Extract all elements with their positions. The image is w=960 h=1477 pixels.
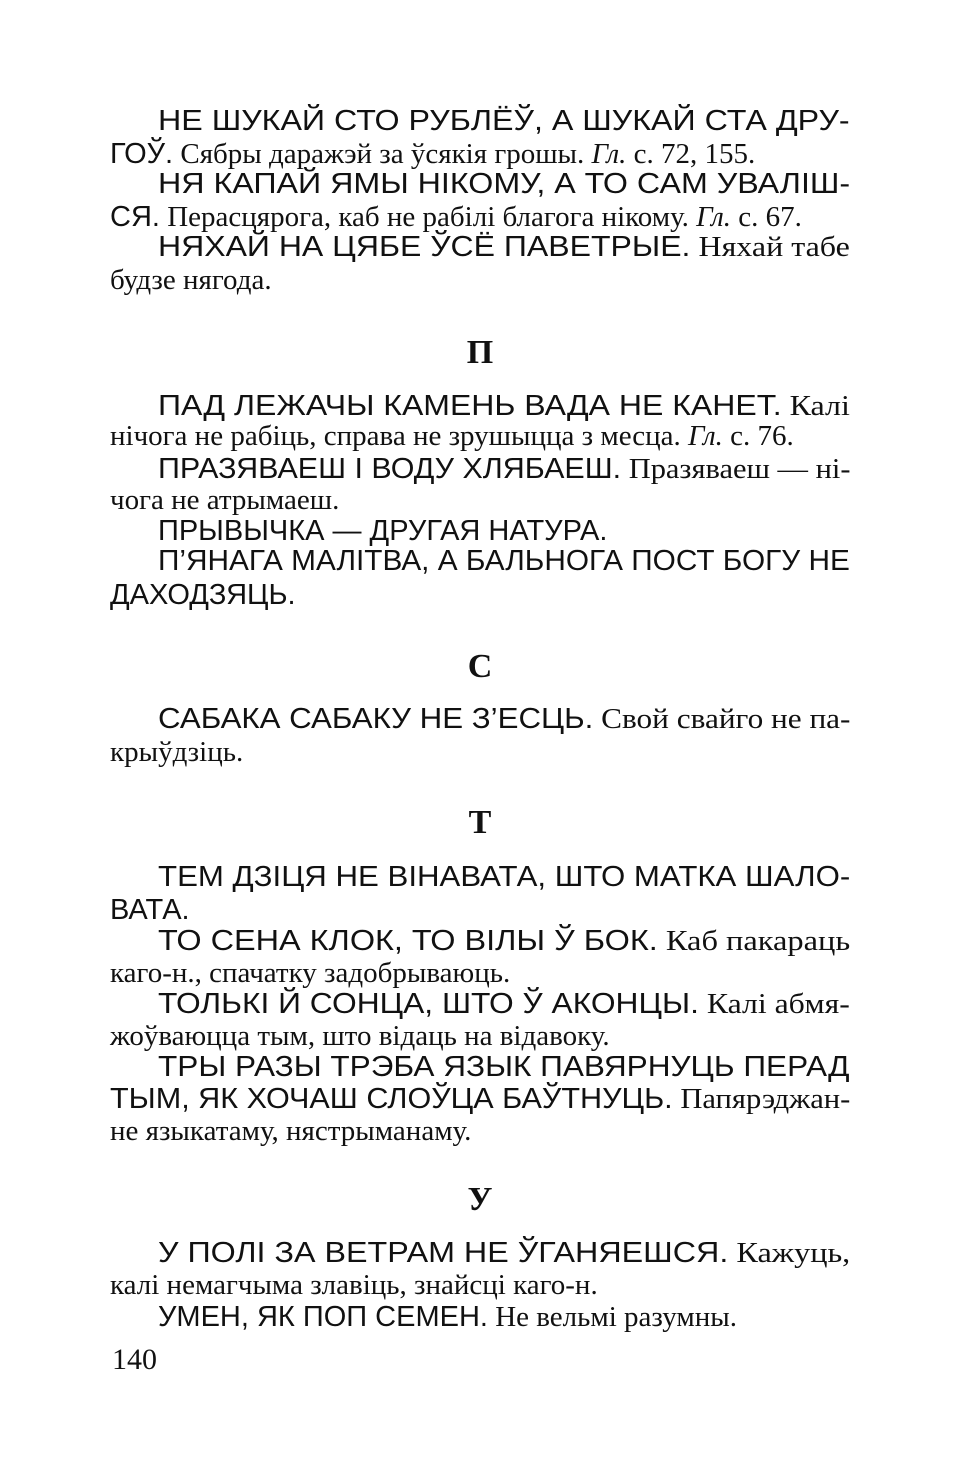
entry-line	[158, 924, 850, 958]
entry-line	[158, 230, 850, 264]
entry-line	[158, 702, 850, 736]
entry-definition: жоўваюцца тым, што відаць на відавоку.	[110, 1020, 610, 1052]
entry-headword: ПРАЗЯВАЕШ І ВОДУ ХЛЯБАЕШ.	[158, 453, 622, 485]
section-letter-heading: У	[467, 1181, 493, 1218]
entry-line	[110, 483, 339, 517]
entry-definition: Не вельмі разумны.	[487, 1301, 737, 1333]
entry-line	[110, 1019, 610, 1053]
entry-headword: НЯ КАПАЙ ЯМЫ НІКОМУ, А ТО САМ УВАЛІШ-	[158, 168, 851, 200]
entry-headword: НЕ ШУКАЙ СТО РУБЛЁЎ, А ШУКАЙ СТА ДРУ-	[158, 105, 850, 137]
entry-line	[110, 1114, 471, 1148]
entry-line	[158, 544, 850, 578]
entry-headword: У ПОЛІ ЗА ВЕТРАМ НЕ ЎГАНЯЕШСЯ.	[158, 1237, 729, 1269]
cross-reference-label: Гл.	[688, 420, 723, 452]
entry-definition: Калі абмя-	[698, 988, 850, 1020]
entry-headword: САБАКА САБАКУ НЕ З’ЕСЦЬ.	[158, 703, 594, 735]
entry-headword: НЯХАЙ НА ЦЯБЕ ЎСЁ ПАВЕТРЫЕ.	[158, 231, 691, 263]
entry-line	[110, 419, 794, 453]
entry-line	[158, 389, 850, 423]
entry-definition: Свой свайго не па-	[593, 703, 851, 735]
entry-line	[110, 1082, 850, 1116]
entry-line	[110, 137, 755, 171]
entry-headword: ТЕМ ДЗІЦЯ НЕ ВІНАВАТА, ШТО МАТКА ШАЛО-	[158, 861, 851, 893]
entry-line	[110, 735, 243, 769]
entry-headword: СЯ.	[110, 201, 160, 233]
entry-line	[158, 1050, 849, 1084]
section-letter-heading: П	[466, 334, 494, 371]
entry-definition: будзе нягода.	[110, 264, 272, 296]
entry-line	[110, 893, 190, 927]
entry-line	[158, 1236, 850, 1270]
entry-definition: каго-н., спачатку задобрываюць.	[110, 957, 511, 989]
entry-definition: Празяваеш — ні-	[621, 453, 851, 485]
entry-definition: не языкатаму, нястрыманаму.	[110, 1115, 472, 1147]
entry-definition: Няхай табе	[690, 231, 850, 263]
entry-headword: ТО СЕНА КЛОК, ТО ВІЛЫ Ў БОК.	[158, 925, 658, 957]
entry-line	[158, 167, 850, 201]
entry-headword: ТЫМ, ЯК ХОЧАШ СЛОЎЦА БАЎТНУЦЬ.	[110, 1083, 673, 1115]
entry-line	[110, 200, 802, 234]
entry-headword: ПРЫВЫЧКА — ДРУГАЯ НАТУРА.	[158, 515, 608, 547]
entry-line	[158, 452, 851, 486]
entry-headword: ТРЫ РАЗЫ ТРЭБА ЯЗЫК ПАВЯРНУЦЬ ПЕРАД	[158, 1051, 850, 1083]
entry-headword: ВАТА.	[110, 894, 190, 926]
cross-reference-pages: с. 67.	[731, 201, 802, 233]
entry-definition: чога не атрымаеш.	[110, 484, 340, 516]
entry-definition: калі немагчыма злавіць, знайсці каго-н.	[110, 1269, 598, 1301]
entry-headword: УМЕН, ЯК ПОП СЕМЕН.	[158, 1301, 488, 1333]
entry-line	[158, 987, 850, 1021]
entry-line	[110, 1268, 598, 1302]
entry-line	[158, 1300, 737, 1334]
entry-definition: Сябры даражэй за ўсякія грошы.	[173, 138, 592, 170]
cross-reference-pages: с. 72, 155.	[626, 138, 756, 170]
cross-reference-pages: с. 76.	[722, 420, 794, 452]
cross-reference-label: Гл.	[696, 201, 732, 233]
entry-line	[110, 578, 296, 612]
entry-headword: ПАД ЛЕЖАЧЫ КАМЕНЬ ВАДА НЕ КАНЕТ.	[158, 390, 782, 422]
entry-headword: ДАХОДЗЯЦЬ.	[110, 579, 296, 611]
entry-line	[158, 104, 850, 138]
entry-definition: нічога не рабіць, справа не зрушыцца з месца.	[110, 420, 689, 452]
page-number: 140	[112, 1343, 157, 1376]
entry-definition: Калі	[781, 390, 850, 422]
entry-definition: Кажуць,	[728, 1237, 851, 1269]
entry-headword: П’ЯНАГА МАЛІТВА, А БАЛЬНОГА ПОСТ БОГУ НЕ	[158, 545, 850, 577]
entry-headword: ТОЛЬКІ Й СОНЦА, ШТО Ў АКОНЦЫ.	[158, 988, 699, 1020]
entry-definition: Папярэджан-	[672, 1083, 851, 1115]
entry-line	[110, 956, 510, 990]
entry-line	[158, 514, 607, 548]
entry-definition: Каб пакараць	[657, 925, 851, 957]
entry-line	[110, 263, 272, 297]
entry-definition: крыўдзіць.	[110, 736, 244, 768]
entry-headword: ГОЎ.	[110, 138, 174, 170]
section-letter-heading: Т	[468, 804, 492, 841]
section-letter-heading: С	[467, 648, 493, 685]
cross-reference-label: Гл.	[591, 138, 627, 170]
entry-line	[158, 860, 850, 894]
entry-definition: Перасцярога, каб не рабілі благога нікому.	[159, 201, 697, 233]
